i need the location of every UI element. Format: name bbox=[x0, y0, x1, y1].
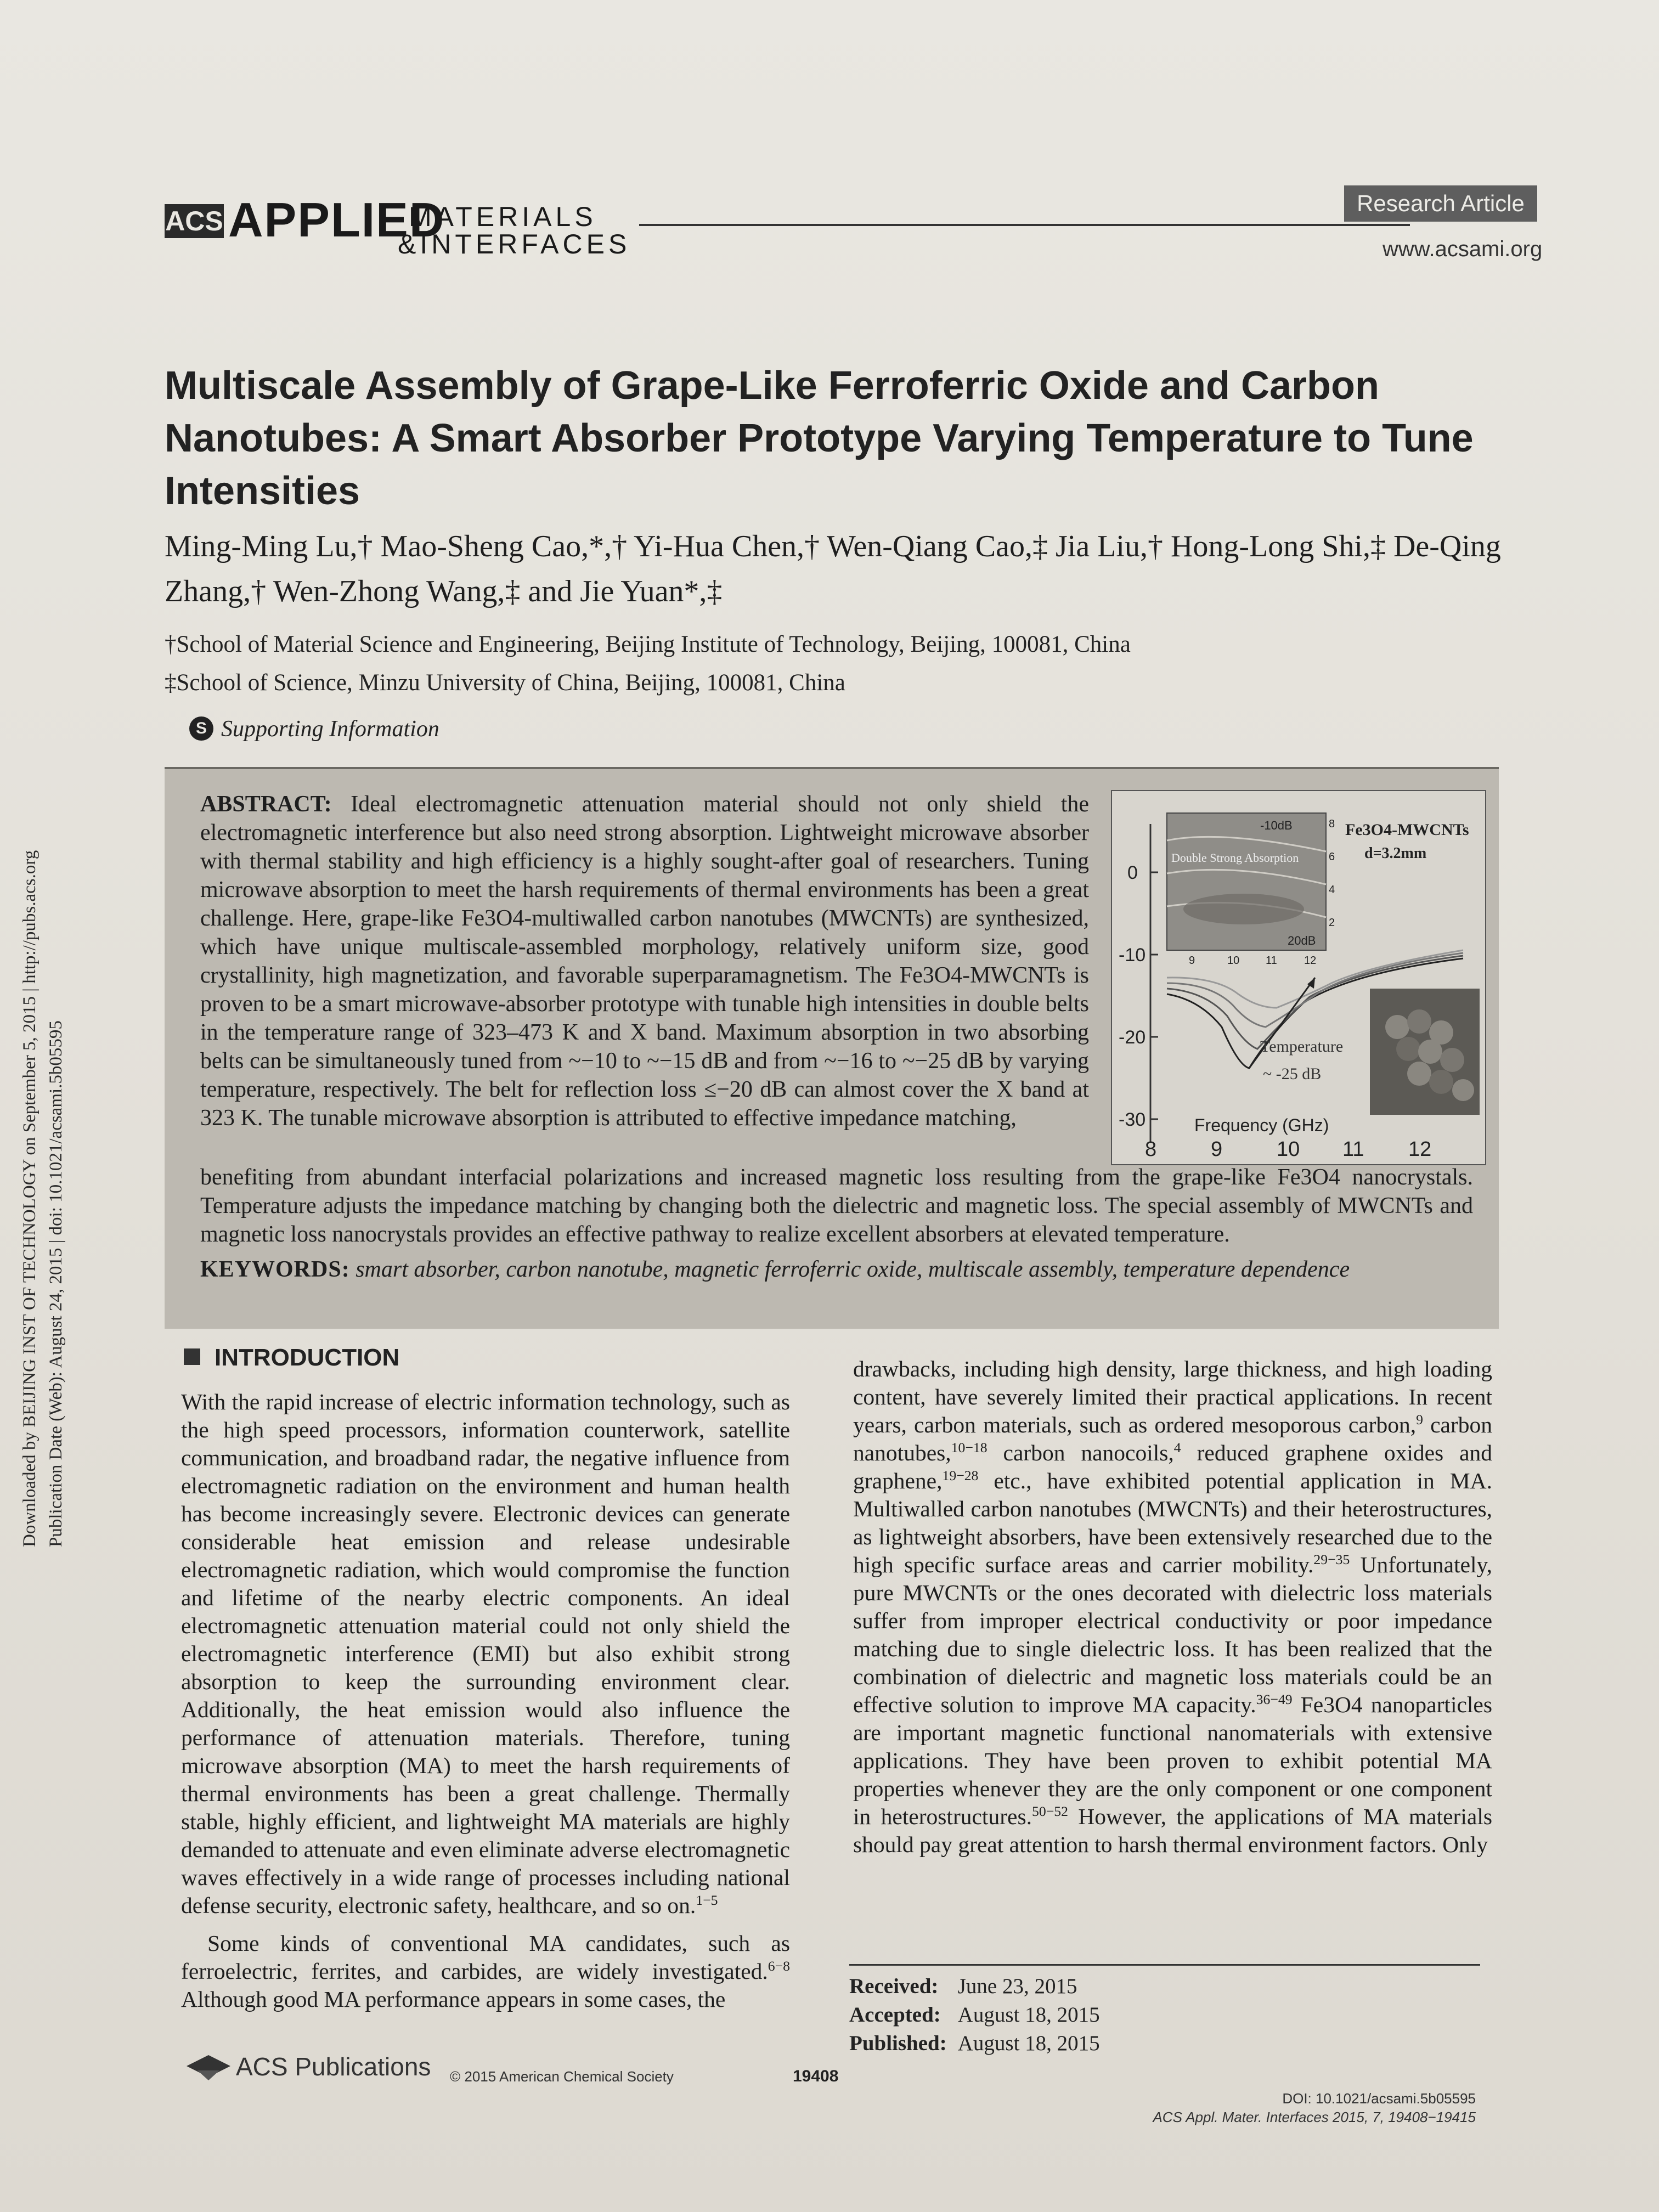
published-row bbox=[849, 2029, 1111, 2058]
x-tick-2: 10 bbox=[1277, 1138, 1300, 1161]
received-date: June 23, 2015 bbox=[957, 1974, 1077, 1998]
acs-mark: ACS bbox=[165, 204, 224, 238]
abstract-text bbox=[200, 790, 1089, 1132]
author-list: Ming-Ming Lu,† Mao-Sheng Cao,*,† Yi-Hua Chen,† Wen-Qiang Cao,‡ Jia Liu,† Hong-Long Shi,‡ De-Qing Zhang,† Wen-Zhong Wang,‡ and Jie Yuan*,‡ bbox=[165, 529, 1501, 608]
keywords bbox=[200, 1256, 1473, 1283]
intro-p3-text-h: However, the applications of MA materials should pay great attention to harsh thermal environment factors. Only bbox=[853, 1804, 1492, 1857]
y-tick-1: -10 bbox=[1119, 945, 1146, 966]
y-tick-2: -20 bbox=[1119, 1027, 1146, 1048]
supporting-info-label: Supporting Information bbox=[221, 716, 439, 742]
introduction-heading-text: INTRODUCTION bbox=[215, 1344, 400, 1371]
ref-citation[interactable]: 6−8 bbox=[768, 1958, 790, 1974]
inset-side-label: Double Strong Absorption bbox=[1171, 851, 1299, 865]
download-note bbox=[16, 724, 104, 1547]
y-tick-0: 0 bbox=[1127, 862, 1138, 883]
x-tick-0: 8 bbox=[1145, 1138, 1157, 1161]
inset-top-label: -10dB bbox=[1260, 819, 1293, 832]
toc-sample-label: Fe3O4-MWCNTs bbox=[1345, 821, 1469, 839]
ref-citation[interactable]: 29−35 bbox=[1313, 1551, 1350, 1568]
toc-thickness-label: d=3.2mm bbox=[1364, 845, 1427, 862]
abstract-body-2: benefiting from abundant interfacial polarizations and increased magnetic loss resulting from the grape-like Fe3O4 nanocrystals. Temperature adjusts the impedance matching by changing both the dielectric and magnetic loss. The special assembly of MWCNTs and magnetic loss nanocrystals provides an effective pathway to realize excellent absorbers at elevated temperature. bbox=[200, 1165, 1473, 1247]
abstract-text-continued bbox=[200, 1163, 1473, 1249]
dates-rule bbox=[849, 1964, 1480, 1966]
intro-paragraph-1 bbox=[181, 1388, 790, 1920]
published-date: August 18, 2015 bbox=[957, 2032, 1100, 2055]
inset-x-tick-0: 9 bbox=[1189, 955, 1195, 967]
download-note-line1: Downloaded by BEIJING INST OF TECHNOLOGY on September 5, 2015 | http://pubs.acs.org bbox=[20, 850, 40, 1547]
intro-p3-text-d: reduced graphene oxides and graphene, bbox=[853, 1440, 1493, 1493]
accepted-label: Accepted: bbox=[849, 2003, 941, 2027]
keywords-label: KEYWORDS: bbox=[200, 1257, 350, 1282]
journal-logo bbox=[165, 192, 631, 259]
intro-paragraph-3 bbox=[853, 1355, 1492, 1859]
supporting-info-icon: S bbox=[189, 716, 213, 741]
toc-x-ticks bbox=[1145, 1138, 1431, 1161]
received-label: Received: bbox=[849, 1974, 939, 1998]
inset-y-tick-0: 8 bbox=[1329, 818, 1335, 830]
publisher-logo bbox=[187, 2052, 431, 2083]
intro-p2-text-a: Some kinds of conventional MA candidates, such as ferroelectric, ferrites, and carbides, are widely investigated. bbox=[181, 1931, 790, 1984]
introduction-heading bbox=[184, 1344, 399, 1372]
x-tick-3: 11 bbox=[1342, 1138, 1364, 1161]
accepted-date: August 18, 2015 bbox=[957, 2003, 1100, 2027]
intro-p3-text-g: Fe3O4 nanoparticles are important magnetic functional nanomaterials with extensive applications. They have been proven to exhibit potential MA properties whenever they are the only component or one component in heterostructures. bbox=[853, 1692, 1493, 1829]
acs-publications-icon bbox=[187, 2055, 230, 2083]
section-marker bbox=[184, 1348, 200, 1365]
inset-x-tick-3: 12 bbox=[1304, 955, 1317, 967]
ref-citation[interactable]: 19−28 bbox=[942, 1468, 979, 1484]
ref-citation[interactable]: 36−49 bbox=[1256, 1691, 1293, 1708]
toc-min-label: ~ -25 dB bbox=[1263, 1065, 1322, 1083]
ref-citation[interactable]: 10−18 bbox=[951, 1440, 988, 1456]
affiliation-1: †School of Material Science and Engineering, Beijing Institute of Technology, Beijing, 100081, China bbox=[165, 631, 1131, 657]
journal-name-interfaces: &INTERFACES bbox=[398, 229, 631, 259]
y-tick-3: -30 bbox=[1119, 1109, 1146, 1130]
inset-x-tick-2: 11 bbox=[1266, 955, 1277, 967]
toc-arrow-label: Temperature bbox=[1260, 1037, 1344, 1056]
x-tick-4: 12 bbox=[1408, 1138, 1432, 1161]
intro-p3-text-a: drawbacks, including high density, large thickness, and high loading content, have severely limited their practical applications. In recent years, carbon materials, such as ordered mesoporous carbon, bbox=[853, 1356, 1492, 1437]
published-label: Published: bbox=[849, 2032, 947, 2055]
copyright: © 2015 American Chemical Society bbox=[450, 2068, 674, 2085]
toc-x-axis-title: Frequency (GHz) bbox=[1194, 1115, 1329, 1135]
intro-p3-text-f: Unfortunately, pure MWCNTs or the ones decorated with dielectric loss materials suffer from improper electrical conductivity or poor impedance matching due to single dielectric loss. It has been realized that the combination of dielectric and magnetic loss materials could be an effective solution to improve MA capacity. bbox=[853, 1552, 1492, 1717]
page-number: 19408 bbox=[793, 2067, 839, 2085]
intro-p1-text: With the rapid increase of electric information technology, such as the high speed processors, information counterwork, satellite communication, and broadband radar, the negative influence from electromagnetic radiation on the environment and human health has become increasingly severe. Electronic devices can generate considerable heat emission and release undesirable electromagnetic radiation, which would compromise the function and lifetime of the nearby electric components. An ideal electromagnetic attenuation material could not only shield the electromagnetic interference (EMI) but also exhibit strong absorption to keep the surrounding environment clear. Additionally, the heat emission would also influence the performance of attenuation materials. Therefore, tuning microwave absorption (MA) to meet the harsh requirements of thermal environments has been a great challenge. Thermally stable, highly efficient, and lightweight MA materials are highly demanded to attenuate and even eliminate adverse electromagnetic waves effectively in a wide range of processes including national defense security, electronic safety, healthcare, and so on. bbox=[181, 1389, 790, 1918]
inset-x-tick-1: 10 bbox=[1227, 955, 1240, 967]
ref-citation[interactable]: 4 bbox=[1173, 1440, 1181, 1456]
article-type-badge: Research Article bbox=[1344, 185, 1537, 222]
doi-footer bbox=[1152, 2089, 1476, 2126]
toc-y-ticks bbox=[1119, 862, 1158, 1130]
citation: ACS Appl. Mater. Interfaces 2015, 7, 19408−19415 bbox=[1153, 2109, 1476, 2125]
journal-name-materials: MATERIALS bbox=[409, 201, 597, 232]
accepted-row bbox=[849, 2001, 1111, 2029]
supporting-information-link[interactable] bbox=[189, 716, 439, 743]
intro-p3-text-c: carbon nanocoils, bbox=[1003, 1440, 1174, 1465]
x-tick-1: 9 bbox=[1211, 1138, 1223, 1161]
intro-p2-text-b: Although good MA performance appears in some cases, the bbox=[181, 1987, 726, 2012]
inset-y-tick-3: 2 bbox=[1329, 917, 1335, 929]
keywords-list: smart absorber, carbon nanotube, magnetic ferroferric oxide, multiscale assembly, temperature dependence bbox=[356, 1257, 1350, 1282]
journal-name-applied: APPLIED bbox=[228, 193, 445, 247]
ref-citation[interactable]: 9 bbox=[1416, 1412, 1423, 1428]
download-note-line2: Publication Date (Web): August 24, 2015 | doi: 10.1021/acsami.5b05595 bbox=[46, 1020, 66, 1547]
inset-bottom-label: 20dB bbox=[1288, 934, 1316, 947]
doi[interactable]: DOI: 10.1021/acsami.5b05595 bbox=[1282, 2090, 1476, 2107]
inset-y-tick-2: 4 bbox=[1329, 884, 1335, 896]
body-column-left bbox=[181, 1388, 790, 2013]
intro-p3-text-b: carbon nanotubes, bbox=[853, 1412, 1493, 1465]
intro-paragraph-2 bbox=[181, 1929, 790, 2013]
received-row bbox=[849, 1972, 1111, 2001]
ref-citation[interactable]: 50−52 bbox=[1031, 1803, 1068, 1820]
publisher-name: ACS Publications bbox=[236, 2052, 431, 2081]
body-column-right bbox=[853, 1355, 1492, 1859]
inset-y-tick-1: 6 bbox=[1329, 851, 1335, 863]
grape-photo-inset bbox=[1370, 989, 1480, 1115]
publication-dates bbox=[849, 1972, 1111, 2058]
ref-citation[interactable]: 1−5 bbox=[696, 1892, 718, 1909]
abstract-body-1: Ideal electromagnetic attenuation material should not only shield the electromagnetic interference but also need strong absorption. Lightweight microwave absorber with thermal stability and high efficiency is a highly sought-after goal of researchers. Tuning microwave absorption to meet the harsh requirements of thermal environments has been a great challenge. Here, grape-like Fe3O4-multiwalled carbon nanotubes (MWCNTs) are synthesized, which have unique multiscale-assembled morphology, relatively uniform size, good crystallinity, high magnetization, and favorable superparamagnetism. The Fe3O4-MWCNTs is proven to be a smart microwave-absorber prototype with tunable high intensities in double belts in the temperature range of 323–473 K and X band. Maximum absorption in two absorbing belts can be simultaneously tuned from ~−10 to ~−15 dB and from ~−16 to ~−25 dB by varying temperature, respectively. The belt for reflection loss ≤−20 dB can almost cover the X band at 323 K. The tunable microwave absorption is attributed to effective impedance matching, bbox=[200, 792, 1090, 1131]
toc-graphic bbox=[1111, 790, 1486, 1165]
article-title: Multiscale Assembly of Grape-Like Ferroferric Oxide and Carbon Nanotubes: A Smart Absorber Prototype Varying Temperature to Tune Intensities bbox=[165, 364, 1474, 513]
toc-inset-map bbox=[1167, 813, 1335, 967]
intro-p3-text-e: etc., have exhibited potential application in MA. Multiwalled carbon nanotubes (MWCNTs) and their heterostructures, as lightweight absorbers, have been extensively researched due to the high specific surface areas and carrier mobility. bbox=[853, 1468, 1492, 1577]
header-rule bbox=[639, 224, 1410, 226]
journal-website: www.acsami.org bbox=[1383, 237, 1543, 261]
affiliation-2: ‡School of Science, Minzu University of China, Beijing, 100081, China bbox=[165, 670, 845, 696]
abstract-label: ABSTRACT: bbox=[200, 792, 332, 817]
